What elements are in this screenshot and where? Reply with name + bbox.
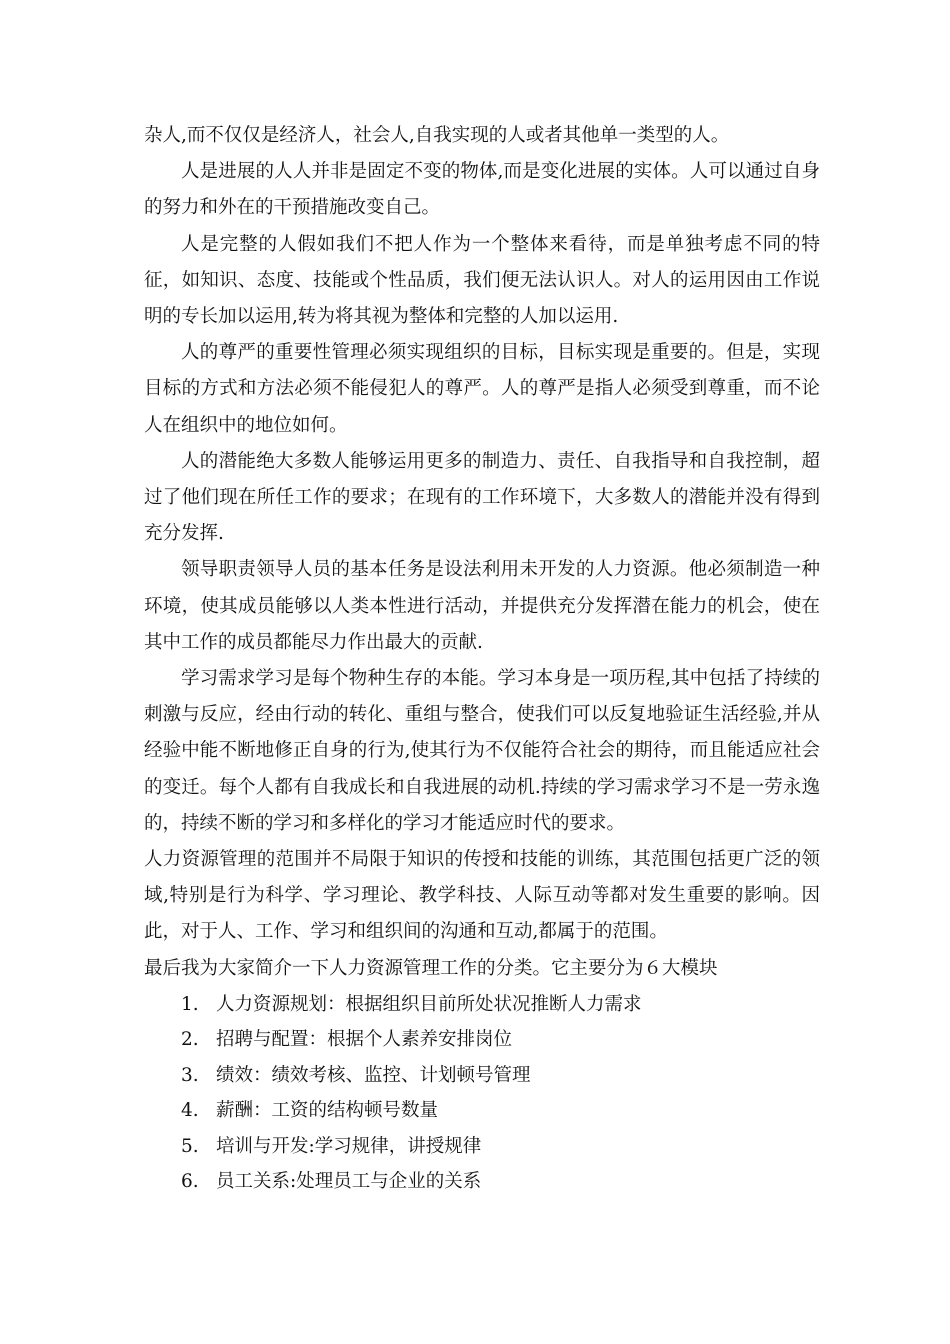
list-number: 1.	[181, 993, 199, 1015]
paragraph-whole-person: 人是完整的人假如我们不把人作为一个整体来看待，而是单独考虑不同的特征，如知识、态度、技能或个性品质，我们便无法认识人。对人的运用因由工作说明的专长加以运用,转为将其视为整体和完整的人加以运用.	[144, 233, 820, 328]
list-item	[144, 1164, 820, 1200]
list-item	[144, 987, 820, 1023]
paragraph-modules-intro: 最后我为大家简介一下人力资源管理工作的分类。它主要分为６大模块	[144, 957, 718, 979]
paragraph-potential: 人的潜能绝大多数人能够运用更多的制造力、责任、自我指导和自我控制，超过了他们现在所任工作的要求；在现有的工作环境下，大多数人的潜能并没有得到充分发挥.	[144, 450, 820, 545]
paragraph-scope: 人力资源管理的范围并不局限于知识的传授和技能的训练，其范围包括更广泛的领域,特别是行为科学、学习理论、教学科技、人际互动等都对发生重要的影响。因此，对于人、工作、学习和组织间的沟通和互动,都属于的范围。	[144, 849, 820, 943]
list-item	[144, 1129, 820, 1165]
paragraph-learning: 学习需求学习是每个物种生存的本能。学习本身是一项历程,其中包括了持续的刺激与反应，经由行动的转化、重组与整合，使我们可以反复地验证生活经验,并从经验中能不断地修正自身的行为,使其行为不仅能符合社会的期待，而且能适应社会的变迁。每个人都有自我成长和自我进展的动机.持续的学习需求学习不是一劳永逸的，持续不断的学习和多样化的学习才能适应时代的要求。	[144, 668, 820, 834]
list-number: 4.	[181, 1100, 199, 1122]
list-text: 绩效：绩效考核、监控、计划顿号管理	[216, 1064, 531, 1086]
list-text: 培训与开发:学习规律，讲授规律	[216, 1135, 482, 1157]
list-number: 5.	[181, 1135, 199, 1157]
list-number: 2.	[181, 1029, 199, 1051]
list-item	[144, 1022, 820, 1058]
list-item	[144, 1093, 820, 1129]
list-number: 3.	[181, 1064, 199, 1086]
list-text: 员工关系:处理员工与企业的关系	[216, 1171, 482, 1193]
paragraph-intro-continuation: 杂人,而不仅仅是经济人，社会人,自我实现的人或者其他单一类型的人。	[144, 125, 730, 146]
list-text: 招聘与配置：根据个人素养安排岗位	[216, 1029, 513, 1051]
list-number: 6.	[181, 1171, 199, 1193]
paragraph-development: 人是进展的人人并非是固定不变的物体,而是变化进展的实体。人可以通过自身的努力和外在的干预措施改变自己。	[144, 161, 820, 219]
module-list	[144, 987, 820, 1200]
list-text: 薪酬：工资的结构顿号数量	[216, 1100, 439, 1122]
document-body	[144, 118, 820, 1200]
paragraph-leadership: 领导职责领导人员的基本任务是设法利用未开发的人力资源。他必须制造一种环境，使其成员能够以人类本性进行活动，并提供充分发挥潜在能力的机会，使在其中工作的成员都能尽力作出最大的贡献.	[144, 559, 820, 653]
paragraph-dignity: 人的尊严的重要性管理必须实现组织的目标，目标实现是重要的。但是，实现目标的方式和方法必须不能侵犯人的尊严。人的尊严是指人必须受到尊重，而不论人在组织中的地位如何。	[144, 342, 820, 436]
list-item	[144, 1058, 820, 1094]
list-text: 人力资源规划：根据组织目前所处状况推断人力需求	[216, 993, 642, 1015]
